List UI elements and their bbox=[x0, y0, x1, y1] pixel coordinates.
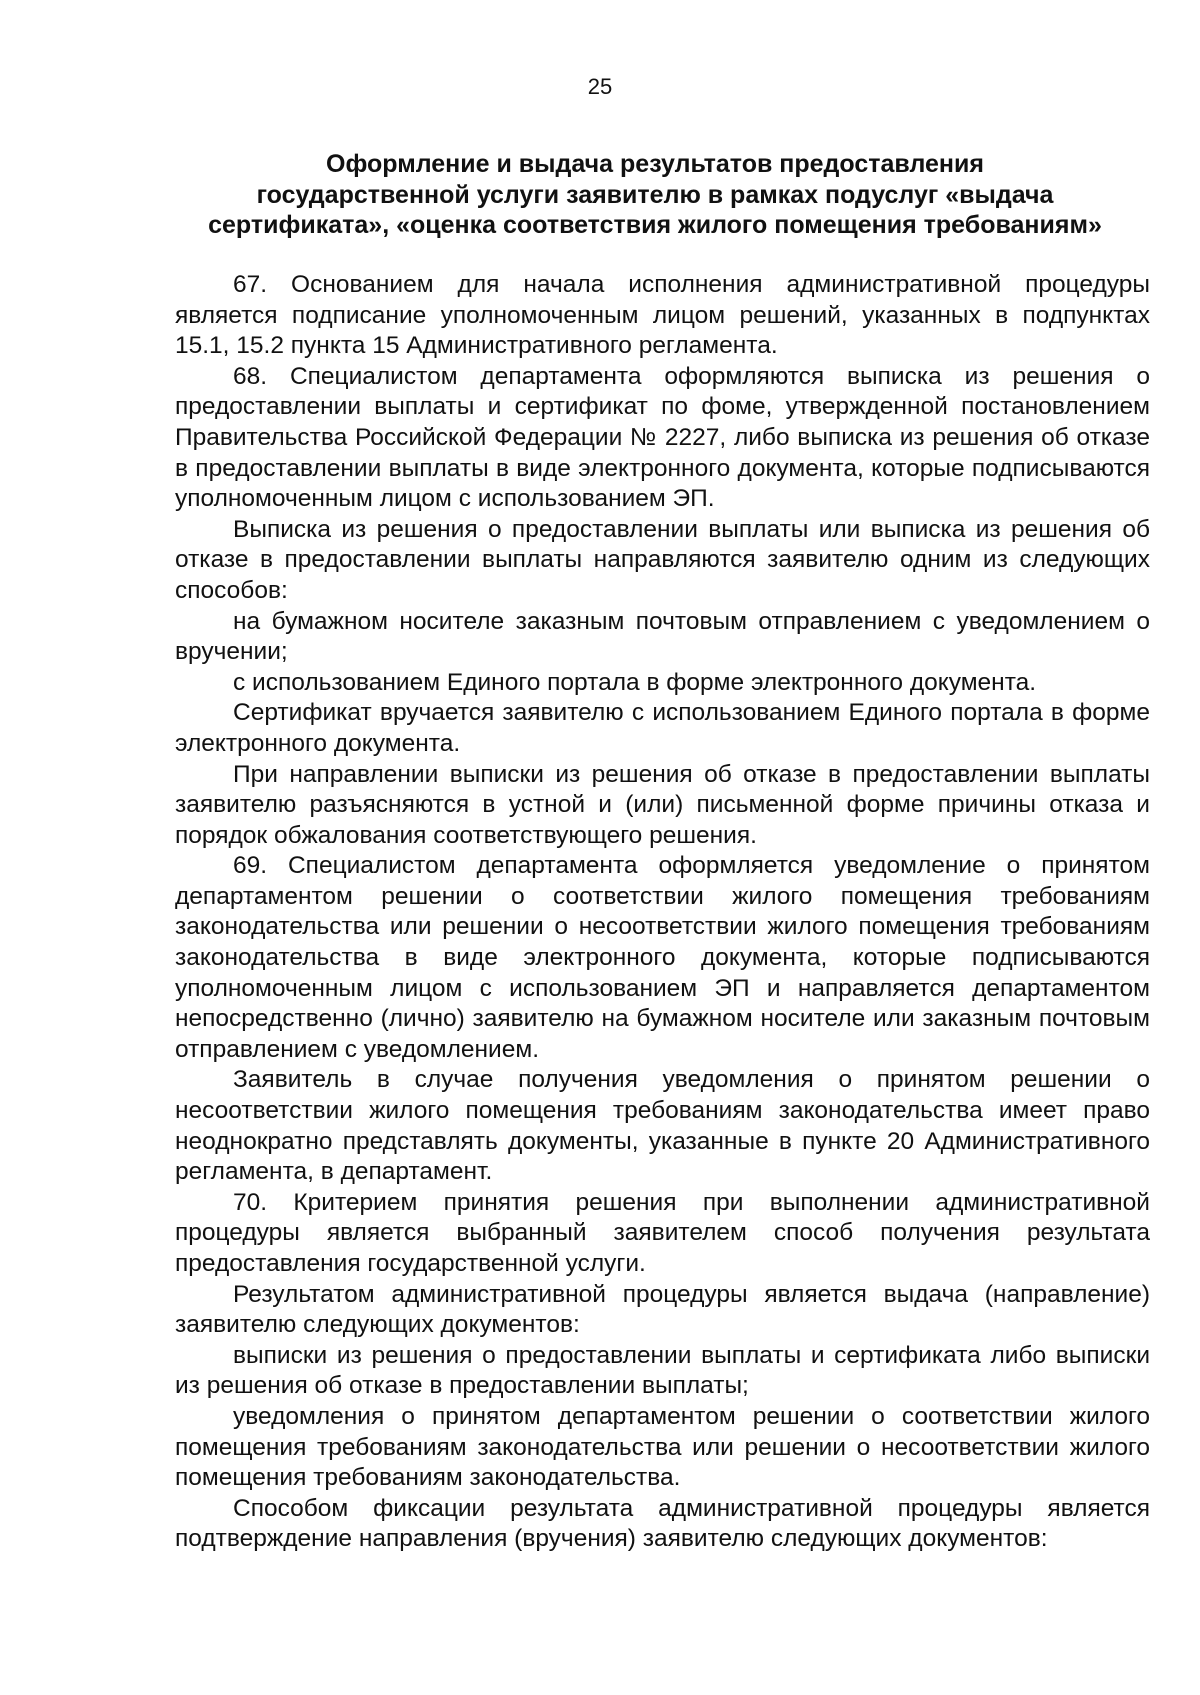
paragraph: Сертификат вручается заявителю с использованием Единого портала в форме электронного документа. bbox=[175, 699, 1150, 757]
heading-line: сертификата», «оценка соответствия жилого помещения требованиям» bbox=[208, 211, 1102, 239]
page-number: 25 bbox=[587, 74, 613, 99]
paragraph: Результатом административной процедуры является выдача (направление) заявителю следующих документов: bbox=[175, 1280, 1150, 1339]
paragraph: Выписка из решения о предоставлении выплаты или выписка из решения об отказе в предоставлении выплаты направляются заявителю одним из следующих способов: bbox=[175, 515, 1150, 604]
heading-line: Оформление и выдача результатов предоставления bbox=[326, 150, 984, 178]
paragraph: При направлении выписки из решения об отказе в предоставлении выплаты заявителю разъясняются в устной и (или) письменной форме причины отказа и порядок обжалования соответствующего решения. bbox=[175, 760, 1150, 849]
list-item: уведомления о принятом департаментом решении о соответствии жилого помещения требованиям законодательства или решении о несоответствии жилого помещения требованиям законодательства. bbox=[175, 1402, 1150, 1492]
paragraph-70: 70. Критерием принятия решения при выполнении административной процедуры является выбранный заявителем способ получения результата предоставления государственной услуги. bbox=[175, 1188, 1150, 1277]
paragraph: Заявитель в случае получения уведомления о принятом решении о несоответствии жилого помещения требованиям законодательства имеет право неоднократно представлять документы, указанные в пункте 20 Административного регламента, в департамент. bbox=[175, 1066, 1150, 1186]
paragraph-69: 69. Специалистом департамента оформляется уведомление о принятом департаментом решении о соответствии жилого помещения требованиям законодательства или решении о несоответствии жилого помещения требованиям законодательства в виде электронного документа, которые подписываются уполномоченным лицом с использованием ЭП и направляется департаментом непосредственно (лично) заявителю на бумажном носителе или заказным почтовым отправлением с уведомлением. bbox=[175, 852, 1150, 1063]
heading-line: государственной услуги заявителю в рамках подуслуг «выдача bbox=[256, 180, 1054, 209]
paragraph: Способом фиксации результата административной процедуры является подтверждение направления (вручения) заявителю следующих документов: bbox=[175, 1494, 1150, 1553]
paragraph-67: 67. Основанием для начала исполнения административной процедуры является подписание уполномоченным лицом решений, указанных в подпунктах 15.1, 15.2 пункта 15 Административного регламента. bbox=[175, 271, 1150, 360]
list-item: с использованием Единого портала в форме электронного документа. bbox=[233, 668, 1037, 696]
list-item: на бумажном носителе заказным почтовым отправлением с уведомлением о вручении; bbox=[175, 607, 1150, 666]
paragraph-68: 68. Специалистом департамента оформляются выписка из решения о предоставлении выплаты и сертификат по фоме, утвержденной постановлением Правительства Российской Федерации № 2227, либо выписка из решения об отказе в предоставлении выплаты в виде электронного документа, которые подписываются уполномоченным лицом с использованием ЭП. bbox=[175, 362, 1150, 513]
document-body bbox=[175, 270, 1150, 1555]
list-item: выписки из решения о предоставлении выплаты и сертификата либо выписки из решения об отказе в предоставлении выплаты; bbox=[175, 1341, 1150, 1400]
section-heading bbox=[175, 149, 1135, 241]
